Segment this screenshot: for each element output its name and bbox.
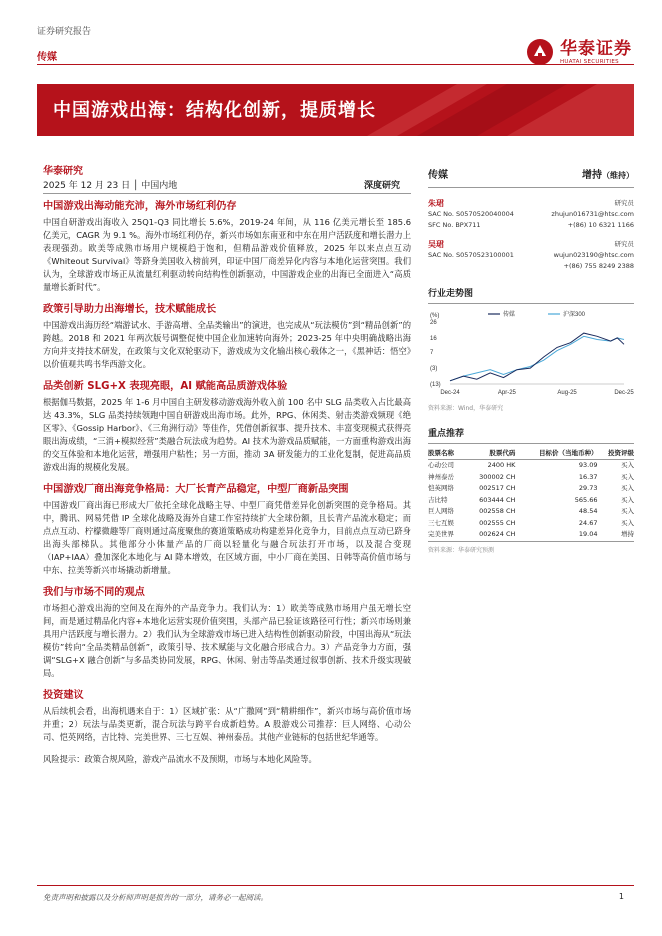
table-header-row (428, 448, 634, 460)
section-heading: 政策引导助力出海增长，技术赋能成长 (43, 304, 217, 315)
x-tick-label: Aug-25 (557, 390, 577, 396)
industry-name: 传媒 (428, 170, 448, 181)
section-5 (43, 586, 411, 680)
table-row (428, 472, 634, 484)
cell-name: 心动公司 (428, 461, 454, 469)
x-tick-label: Apr-25 (497, 390, 516, 396)
cell-name: 恺英网络 (428, 484, 454, 492)
sector-label: 传媒 (37, 52, 57, 63)
stock-table (428, 448, 634, 542)
meta-divider (43, 193, 411, 194)
section-heading: 中国游戏厂商出海竞争格局：大厂长青产品稳定，中型厂商新品突围 (43, 484, 349, 495)
col-name: 股票名称 (428, 448, 464, 460)
y-tick-label: 26 (430, 320, 437, 326)
cell-code: 603444 CH (479, 495, 516, 504)
legend-label: 传媒 (503, 312, 516, 318)
analyst-1 (428, 198, 634, 231)
analyst-name: 朱珺 (428, 199, 444, 208)
rating-value: 增持 (582, 170, 602, 181)
trend-heading: 行业走势图 (428, 286, 634, 304)
logo-text-en: HUATAI SECURITIES (560, 58, 619, 65)
series-line-沪深300 (450, 336, 624, 381)
cell-name: 巨人网络 (428, 507, 454, 515)
industry-rating-row (428, 162, 634, 188)
section-body: 市场担心游戏出海的空间及在海外的产品竞争力。我们认为：1）欧美等成熟市场用户虽无增长空间，而是通过精品化内容+本地化运营实现价值突围，头部产品已验证该路径可行性；新兴市场则兼具用户活跃度与增长潜力。2）我们认为全球游戏市场已进入结构性创新驱动阶段，中国出海从“玩法模仿”转向“全品类精品创新”，政策引导、技术赋能与文化融合形成合力。3）产品竞争力方面，强调“SLG+X 融合创新”与多品类协同发展，RPG、休闲、射击等品类通过叙事创新、技术升级实现破局。 (43, 603, 411, 678)
cell-target: 19.04 (515, 529, 597, 541)
analyst-title: 研究员 (614, 199, 634, 207)
cell-rating: 增持 (597, 529, 634, 541)
cell-rating: 买入 (621, 495, 634, 504)
section-4 (43, 483, 411, 577)
industry-rating (582, 166, 634, 181)
disclaimer-note: 免责声明和披露以及分析师声明是报告的一部分，请务必一起阅读。 (43, 893, 268, 902)
cell-target: 24.67 (578, 518, 598, 527)
analyst-phone: +(86) 10 6321 1166 (567, 221, 634, 229)
cell-target: 48.54 (578, 507, 598, 515)
section-body: 从后续机会看，出海机遇来自于：1）区域扩张：从“广撒网”到“精耕细作”，新兴市场与高价值市场并重；2）玩法与品类更新，混合玩法与跨平台成新趋势。A 股游戏公司推荐：巨人网络、心动公司、恺英网络，吉比特、完美世界、三七互娱、神州泰岳。其他产业链标的包括世纪华通等。 (43, 706, 411, 742)
section-body: 根据伽马数据，2025 年 1-6 月中国自主研发移动游戏海外收入前 100 名中 SLG 品类收入占比最高达 43.3%，SLG 品类持续领跑中国自研游戏出海市场。此外，RPG、休闲类、射击类游戏频现《绝区零》、《Gossip Harbor》、《三角洲行动》等佳作，凭借创新叙事、提升技术、丰富变现模式获得亮眼出海成绩，“三消+模拟经营”类融合玩法成为趋势。AI 技术为游戏品质赋能，一方面重构游戏出海的交互体验和本地化运营，增强用户粘性；另一方面，推动 3A 研发能力的工业化复制，促进高品质游戏出海的规模化发展。 (43, 397, 411, 472)
report-type-label: 证券研究报告 (37, 27, 92, 37)
rating-note: （维持） (602, 171, 634, 180)
cell-name: 完美世界 (428, 529, 464, 541)
section-body: 中国游戏出海历经“端游试水、手游高增、全品类输出”的演进，也完成从“玩法模仿”到“精品创新”的跨越。2018 和 2021 年两次版号调整促使中国企业加速转向海外；2023-25 年中央明确战略出海方向并支持技术研发，在政策与文化双轮驱动下，游戏成为文化输出核心载体之一，《黑神话：悟空》以价值观共鸣书华西游文化。 (43, 320, 411, 369)
footer-divider (37, 885, 634, 886)
analyst-sfc: SFC No. BPX711 (428, 221, 481, 229)
cell-code: 002558 CH (479, 507, 516, 515)
logo (526, 38, 632, 66)
section-heading: 品类创新 SLG+X 表现亮眼，AI 赋能高品质游戏体验 (43, 381, 288, 392)
section-body: 中国游戏厂商出海已形成大厂依托全球化战略主导、中型厂商凭借差异化创新突围的竞争格局。其中，腾讯、网易凭借 IP 全球化战略及海外自建工作室持续扩大全球份额，且长青产品流水稳定；而点点互动、柠檬微趣等厂商则通过高度聚焦的赛道策略成功构建差异化竞争力，目前点点互动已跻身出海头部梯队。其他部分小体量产品的厂商以轻量化与融合玩法打开市场，以及混合变现（IAP+IAA）叠加深化本地化与 AI 降本增效，在区域方面，中小厂商在美国、日韩等高价值市场与中东、拉美等新兴市场撬动新增量。 (43, 500, 411, 575)
report-date: 2025 年 12 月 23 日 │ 中国内地 (43, 181, 178, 191)
cell-code: 300002 CH (479, 472, 516, 481)
analyst-email[interactable]: wujun023190@htsc.com (553, 251, 634, 259)
table-row (428, 506, 634, 518)
analyst-email[interactable]: zhujun016731@htsc.com (551, 210, 634, 218)
table-row (428, 518, 634, 530)
y-tick-label: (3) (430, 366, 438, 373)
analyst-list (428, 198, 634, 272)
cell-rating: 买入 (621, 518, 634, 527)
cell-code: 2400 HK (487, 461, 516, 469)
cell-code: 002517 CH (479, 484, 516, 492)
title-banner (37, 84, 634, 136)
cell-rating: 买入 (621, 507, 634, 515)
analyst-sac: SAC No. S0570523100001 (428, 251, 514, 259)
cell-target: 565.66 (574, 495, 598, 504)
section-heading: 我们与市场不同的观点 (43, 587, 145, 598)
x-tick-label: Dec-24 (440, 390, 460, 396)
section-heading: 中国游戏出海动能充沛，海外市场红利仍存 (43, 201, 237, 212)
analyst-name: 吴珺 (428, 240, 444, 249)
chart-source: 资料来源：Wind，华泰研究 (428, 405, 504, 412)
section-1 (43, 200, 411, 294)
logo-mark-icon (526, 38, 554, 66)
cell-target: 29.73 (578, 484, 598, 492)
stocks-heading: 重点推荐 (428, 426, 634, 444)
trend-chart (428, 308, 634, 400)
table-row (428, 529, 634, 541)
y-tick-label: 7 (430, 350, 434, 357)
section-3 (43, 380, 411, 474)
cell-name: 三七互娱 (428, 518, 454, 527)
cell-target: 93.09 (578, 461, 598, 469)
analyst-phone: +(86) 755 8249 2388 (563, 262, 634, 270)
col-target: 目标价（当地币种） (515, 448, 597, 460)
section-6 (43, 689, 411, 744)
table-row (428, 460, 634, 472)
col-code: 股票代码 (464, 448, 515, 460)
org-name: 华泰研究 (43, 166, 83, 177)
cell-name: 吉比特 (428, 495, 448, 504)
table-row (428, 495, 634, 507)
cell-name: 神州泰岳 (428, 472, 454, 481)
section-heading: 投资建议 (43, 690, 84, 701)
analyst-2 (428, 239, 634, 272)
col-rating: 投资评级 (597, 448, 634, 460)
cell-rating: 买入 (621, 472, 634, 481)
risk-warning: 风险提示：政策合规风险，游戏产品流水不及预期，市场与本地化风险等。 (43, 754, 317, 764)
cell-rating: 买入 (621, 461, 634, 469)
y-tick-label: 16 (430, 335, 437, 342)
logo-text-cn: 华泰证券 (560, 38, 632, 59)
report-category: 深度研究 (364, 181, 401, 191)
x-tick-label: Dec-25 (614, 390, 634, 396)
y-tick-label: (13) (430, 382, 441, 388)
series-line-传媒 (450, 333, 624, 381)
table-row (428, 483, 634, 495)
page-number: 1 (618, 892, 624, 901)
report-title: 中国游戏出海：结构化创新，提质增长 (53, 100, 376, 121)
y-axis-label: (%) (430, 313, 440, 319)
cell-rating: 买入 (621, 484, 634, 492)
section-body: 中国自研游戏出海收入 25Q1-Q3 同比增长 5.6%，2019-24 年间，从 116 亿美元增长至 185.6 亿美元，CAGR 为 9.1 %。海外市场红利仍存，新兴市场如东南亚和中东在用户活跃度和增长潜力上表现强劲。欧美等成熟市场用户规模趋于饱和，但精品游戏价值释放，2025 年以来点点互动《Whiteout Survival》等跻身美国收入榜前列，印证中国厂商差异化内容与本地化运营突围。我们认为，全球游戏市场正从流量红利驱动转向结构性创新驱动，中国游戏企业的出海已全面进入“高质量增长新时代”。 (43, 217, 411, 292)
analyst-title: 研究员 (614, 240, 634, 248)
main-content (43, 200, 411, 766)
section-2 (43, 303, 411, 371)
cell-code: 002624 CH (464, 529, 515, 541)
legend-label: 沪深300 (563, 312, 586, 318)
cell-code: 002555 CH (479, 518, 516, 527)
cell-target: 16.37 (578, 472, 598, 481)
sidebar (428, 162, 634, 554)
analyst-sac: SAC No. S0570520040004 (428, 210, 514, 218)
table-source: 资料来源：华泰研究预测 (428, 546, 495, 554)
